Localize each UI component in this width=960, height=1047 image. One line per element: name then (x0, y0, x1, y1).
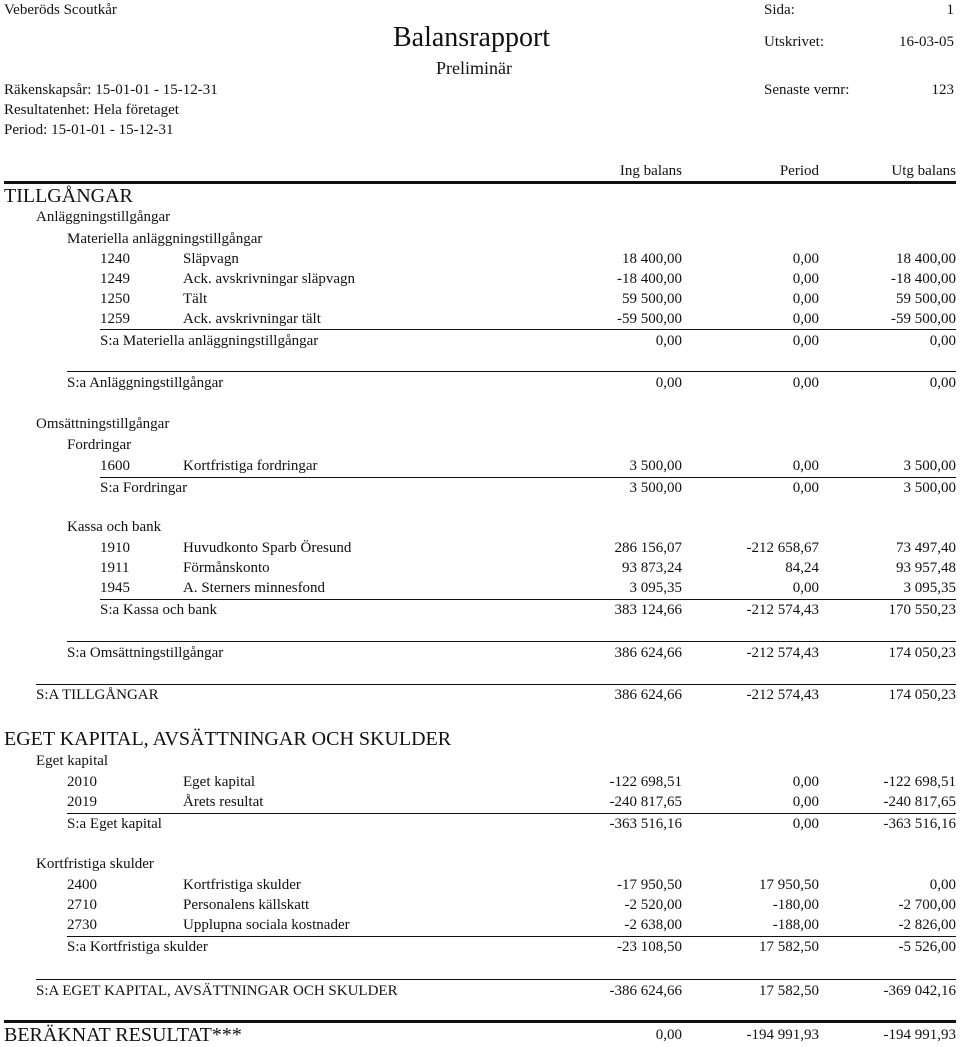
period-amount: -188,00 (772, 917, 819, 933)
account-number: 1600 (100, 458, 130, 474)
opening-balance: -17 950,50 (617, 877, 682, 893)
sum-label: S:a Omsättningstillgångar (67, 645, 224, 661)
column-header-closing: Utg balans (891, 163, 956, 179)
sum-label: S:a Anläggningstillgångar (67, 375, 224, 391)
printed-date: 16-03-05 (899, 34, 954, 50)
closing-balance: 0,00 (929, 877, 956, 893)
period-amount: 0,00 (792, 291, 819, 307)
account-number: 1910 (100, 540, 130, 556)
period-amount: 0,00 (792, 774, 819, 790)
group-heading-current-assets: Omsättningstillgångar (36, 416, 170, 432)
period-amount: 0,00 (792, 794, 819, 810)
account-name: Årets resultat (183, 794, 264, 810)
account-name: Eget kapital (183, 774, 256, 790)
opening-balance: -18 400,00 (617, 271, 682, 287)
opening-balance: 18 400,00 (622, 251, 682, 267)
subgroup-heading-tangible: Materiella anläggningstillgångar (67, 231, 263, 247)
sum-rule (67, 641, 956, 642)
result-label: BERÄKNAT RESULTAT*** (4, 1024, 242, 1046)
opening-balance: 0,00 (655, 1027, 682, 1043)
group-heading-equity: Eget kapital (36, 753, 109, 769)
closing-balance: 0,00 (929, 333, 956, 349)
account-number: 1945 (100, 580, 130, 596)
closing-balance: -18 400,00 (891, 271, 956, 287)
result-unit: Resultatenhet: Hela företaget (4, 102, 179, 118)
last-ver-number: 123 (931, 82, 954, 98)
opening-balance: 3 500,00 (629, 480, 682, 496)
account-name: Personalens källskatt (183, 897, 310, 913)
account-name: Huvudkonto Sparb Öresund (183, 540, 352, 556)
subgroup-heading-cash: Kassa och bank (67, 519, 162, 535)
period-amount: 0,00 (792, 375, 819, 391)
sum-rule (67, 936, 956, 937)
opening-balance: -2 638,00 (624, 917, 682, 933)
account-name: Ack. avskrivningar släpvagn (183, 271, 356, 287)
account-name: Ack. avskrivningar tält (183, 311, 321, 327)
period-amount: -212 658,67 (746, 540, 819, 556)
account-number: 2400 (67, 877, 97, 893)
closing-balance: 170 550,23 (888, 602, 956, 618)
column-header-period: Period (779, 163, 819, 179)
opening-balance: -122 698,51 (609, 774, 682, 790)
closing-balance: -194 991,93 (883, 1027, 956, 1043)
opening-balance: 386 624,66 (614, 687, 682, 703)
sum-rule (67, 371, 956, 372)
account-name: Tält (183, 291, 208, 307)
closing-balance: -5 526,00 (898, 939, 956, 955)
printed-label: Utskrivet: (764, 34, 824, 50)
opening-balance: 59 500,00 (622, 291, 682, 307)
sum-rule (100, 599, 956, 600)
sum-rule (67, 813, 956, 814)
opening-balance: 383 124,66 (614, 602, 682, 618)
period-range: Period: 15-01-01 - 15-12-31 (4, 122, 174, 138)
period-amount: 0,00 (792, 580, 819, 596)
account-number: 2010 (67, 774, 97, 790)
period-amount: 0,00 (792, 251, 819, 267)
account-number: 1250 (100, 291, 130, 307)
opening-balance: 3 095,35 (629, 580, 682, 596)
sum-label: S:a Fordringar (100, 480, 188, 496)
account-number: 1259 (100, 311, 130, 327)
opening-balance: -2 520,00 (624, 897, 682, 913)
sum-label: S:a Kassa och bank (100, 602, 218, 618)
group-heading-short-term-liabilities: Kortfristiga skulder (36, 856, 154, 872)
subgroup-heading-receivables: Fordringar (67, 437, 132, 453)
closing-balance: 3 095,35 (903, 580, 956, 596)
sum-label: S:a Kortfristiga skulder (67, 939, 208, 955)
closing-balance: 93 957,48 (896, 560, 956, 576)
account-number: 2710 (67, 897, 97, 913)
opening-balance: -23 108,50 (617, 939, 682, 955)
page-label: Sida: (764, 2, 795, 18)
last-ver-label: Senaste vernr: (764, 82, 850, 98)
opening-balance: 386 624,66 (614, 645, 682, 661)
account-number: 2730 (67, 917, 97, 933)
opening-balance: -386 624,66 (609, 983, 682, 999)
closing-balance: 73 497,40 (896, 540, 956, 556)
account-name: Kortfristiga skulder (183, 877, 301, 893)
sum-label: S:a Eget kapital (67, 816, 162, 832)
account-number: 2019 (67, 794, 97, 810)
period-amount: 0,00 (792, 333, 819, 349)
report-subtitle: Preliminär (436, 58, 512, 78)
period-amount: -212 574,43 (746, 645, 819, 661)
period-amount: 17 582,50 (759, 983, 819, 999)
opening-balance: 286 156,07 (614, 540, 682, 556)
period-amount: 0,00 (792, 271, 819, 287)
closing-balance: 0,00 (929, 375, 956, 391)
header-rule (4, 181, 956, 184)
period-amount: 0,00 (792, 458, 819, 474)
column-header-opening: Ing balans (619, 163, 682, 179)
section-heading-assets: TILLGÅNGAR (4, 185, 133, 207)
closing-balance: 18 400,00 (896, 251, 956, 267)
period-amount: 0,00 (792, 311, 819, 327)
opening-balance: -59 500,00 (617, 311, 682, 327)
result-rule (4, 1020, 956, 1023)
opening-balance: 0,00 (655, 333, 682, 349)
closing-balance: 174 050,23 (888, 687, 956, 703)
fiscal-year: Räkenskapsår: 15-01-01 - 15-12-31 (4, 82, 218, 98)
total-label: S:A EGET KAPITAL, AVSÄTTNINGAR OCH SKULDER (36, 983, 398, 999)
period-amount: 0,00 (792, 816, 819, 832)
closing-balance: -369 042,16 (883, 983, 956, 999)
account-name: A. Sterners minnesfond (183, 580, 326, 596)
period-amount: -180,00 (772, 897, 819, 913)
period-amount: 84,24 (785, 560, 819, 576)
group-heading-fixed-assets: Anläggningstillgångar (36, 209, 171, 225)
period-amount: -212 574,43 (746, 602, 819, 618)
closing-balance: 174 050,23 (888, 645, 956, 661)
closing-balance: -240 817,65 (883, 794, 956, 810)
sum-rule (100, 477, 956, 478)
section-heading-equity-liabilities: EGET KAPITAL, AVSÄTTNINGAR OCH SKULDER (4, 728, 452, 750)
closing-balance: -2 826,00 (898, 917, 956, 933)
account-number: 1240 (100, 251, 130, 267)
organization-name: Veberöds Scoutkår (4, 2, 117, 18)
account-number: 1249 (100, 271, 130, 287)
closing-balance: -59 500,00 (891, 311, 956, 327)
account-name: Förmånskonto (183, 560, 270, 576)
closing-balance: -122 698,51 (883, 774, 956, 790)
opening-balance: -363 516,16 (609, 816, 682, 832)
period-amount: -212 574,43 (746, 687, 819, 703)
period-amount: 17 582,50 (759, 939, 819, 955)
account-name: Släpvagn (183, 251, 239, 267)
page-number: 1 (946, 2, 954, 18)
opening-balance: -240 817,65 (609, 794, 682, 810)
opening-balance: 93 873,24 (622, 560, 682, 576)
closing-balance: 3 500,00 (903, 480, 956, 496)
closing-balance: 59 500,00 (896, 291, 956, 307)
account-number: 1911 (100, 560, 130, 576)
period-amount: 17 950,50 (759, 877, 819, 893)
report-title: Balansrapport (393, 22, 551, 53)
closing-balance: -363 516,16 (883, 816, 956, 832)
sum-rule (36, 979, 956, 980)
account-name: Kortfristiga fordringar (183, 458, 318, 474)
closing-balance: -2 700,00 (898, 897, 956, 913)
period-amount: -194 991,93 (746, 1027, 819, 1043)
opening-balance: 0,00 (655, 375, 682, 391)
sum-rule (36, 684, 956, 685)
closing-balance: 3 500,00 (903, 458, 956, 474)
sum-label: S:a Materiella anläggningstillgångar (100, 333, 319, 349)
total-label: S:A TILLGÅNGAR (36, 687, 159, 703)
period-amount: 0,00 (792, 480, 819, 496)
opening-balance: 3 500,00 (629, 458, 682, 474)
account-name: Upplupna sociala kostnader (183, 917, 350, 933)
sum-rule (100, 329, 956, 330)
